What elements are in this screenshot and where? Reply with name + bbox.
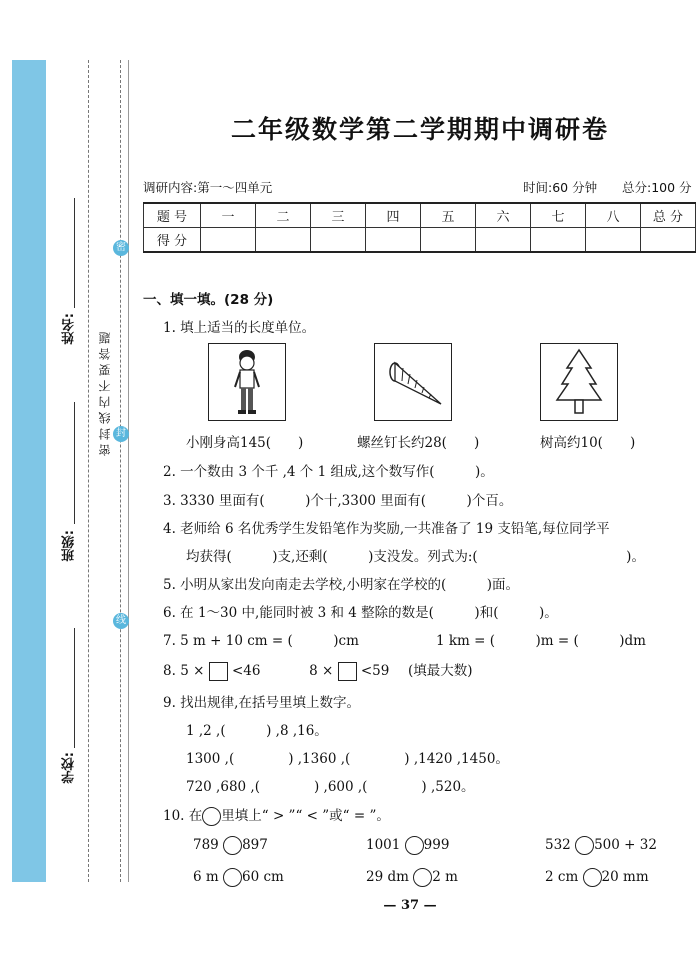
seal-warning: 密封线内不要答题 [98,328,112,456]
sequence-2: 1300 ,( ) ,1360 ,( ) ,1420 ,1450。 [186,751,509,767]
header-cell: 六 [476,203,531,228]
score-cell[interactable] [311,228,366,253]
compare-circle[interactable] [413,868,432,887]
header-cell: 三 [311,203,366,228]
page-number: — 37 — [383,898,437,913]
question-4: 4. 老师给 6 名优秀学生发铅笔作为奖励,一共准备了 19 支铅笔,每位同学平 [163,521,610,537]
school-field[interactable] [74,628,75,748]
header-cell: 题 号 [144,203,201,228]
page-title: 二年级数学第二学期期中调研卷 [230,115,609,144]
compare-left: 6 m [193,869,219,885]
question-4-cont: 均获得( )支,还剩( )支没发。列式为:( )。 [186,549,645,565]
compare-left: 29 dm [366,869,409,885]
q8-b2: <59 [360,663,390,679]
class-label: 班级: [62,530,77,562]
sequence-3: 720 ,680 ,( ) ,600 ,( ) ,520。 [186,779,475,795]
row-label: 得 分 [144,228,201,253]
question-7b: 1 km = ( )m = ( )dm [436,633,646,649]
seal-mi: 密 [113,240,129,256]
compare-right: 500 + 32 [594,837,657,853]
header-cell: 五 [421,203,476,228]
exam-time: 时间:60 分钟 [523,180,598,195]
compare-circle-icon [202,807,221,826]
dashed-line-1 [88,60,89,882]
header-cell: 总 分 [641,203,696,228]
score-cell[interactable] [201,228,256,253]
caption-boy: 小刚身高145( ) [186,435,304,451]
name-field[interactable] [74,198,75,308]
seal-feng: 封 [113,426,129,442]
screw-picture [374,343,452,421]
question-2: 2. 一个数由 3 个千 ,4 个 1 组成,这个数写作( )。 [163,464,494,480]
compare-circle[interactable] [223,868,242,887]
compare-circle[interactable] [575,836,594,855]
binding-strip [12,60,46,882]
score-cell[interactable] [586,228,641,253]
score-cell[interactable] [476,228,531,253]
compare-right: 2 m [432,869,458,885]
class-field[interactable] [74,402,75,524]
answer-box[interactable] [338,662,357,681]
compare-left: 532 [545,837,571,853]
sequence-1: 1 ,2 ,( ) ,8 ,16。 [186,723,328,739]
question-7a: 7. 5 m + 10 cm = ( )cm [163,633,359,649]
compare-right: 60 cm [241,869,284,885]
q8-a2: <46 [231,663,261,679]
caption-screw: 螺丝钉长约28( ) [357,435,480,451]
q8-note: (填最大数) [407,663,473,679]
q8-a1: 5 × [180,663,205,679]
header-cell: 四 [366,203,421,228]
score-table-row [144,228,696,253]
question-5: 5. 小明从家出发向南走去学校,小明家在学校的( )面。 [163,577,519,593]
compare-circle[interactable] [405,836,424,855]
section-heading: 一、填一填。(28 分) [143,292,274,308]
question-9: 9. 找出规律,在括号里填上数字。 [163,695,360,711]
header-cell: 八 [586,203,641,228]
boy-picture [208,343,286,421]
header-cell: 二 [256,203,311,228]
score-cell[interactable] [421,228,476,253]
compare-item [193,836,268,855]
compare-item [545,868,649,887]
compare-left: 789 [193,837,219,853]
answer-box[interactable] [209,662,228,681]
compare-circle[interactable] [223,836,242,855]
tree-picture [540,343,618,421]
score-table [143,202,696,253]
compare-item [193,868,284,887]
score-cell[interactable] [256,228,311,253]
solid-line [128,60,129,882]
header-cell: 一 [201,203,256,228]
question-1: 1. 填上适当的长度单位。 [163,320,316,336]
q10-stem-a: 10. 在 [163,808,203,824]
compare-right: 20 mm [601,869,649,885]
question-3: 3. 3330 里面有( )个十,3300 里面有( )个百。 [163,493,513,509]
survey-content: 调研内容:第一～四单元 [143,180,273,195]
score-cell[interactable] [641,228,696,253]
score-table-header [144,203,696,228]
question-10 [163,804,390,826]
q10-stem-b: 里填上“ > ”“ < ”或“ = ”。 [221,808,390,824]
q8-b1: 8 × [309,663,334,679]
dashed-line-2 [120,60,121,882]
total-score: 总分:100 分 [622,180,692,195]
score-cell[interactable] [366,228,421,253]
compare-circle[interactable] [583,868,602,887]
compare-left: 1001 [366,837,401,853]
compare-right: 999 [423,837,450,853]
q8-label: 8. [163,663,176,679]
caption-tree: 树高约10( ) [540,435,636,451]
compare-item [366,868,458,887]
score-cell[interactable] [531,228,586,253]
school-label: 学校: [62,752,77,784]
compare-left: 2 cm [545,869,579,885]
question-8 [163,659,473,681]
compare-item [366,836,449,855]
name-label: 姓名: [62,313,77,345]
seal-xian: 线 [113,613,129,629]
header-cell: 七 [531,203,586,228]
compare-item [545,836,657,855]
compare-right: 897 [242,837,268,853]
question-6: 6. 在 1～30 中,能同时被 3 和 4 整除的数是( )和( )。 [163,605,558,621]
